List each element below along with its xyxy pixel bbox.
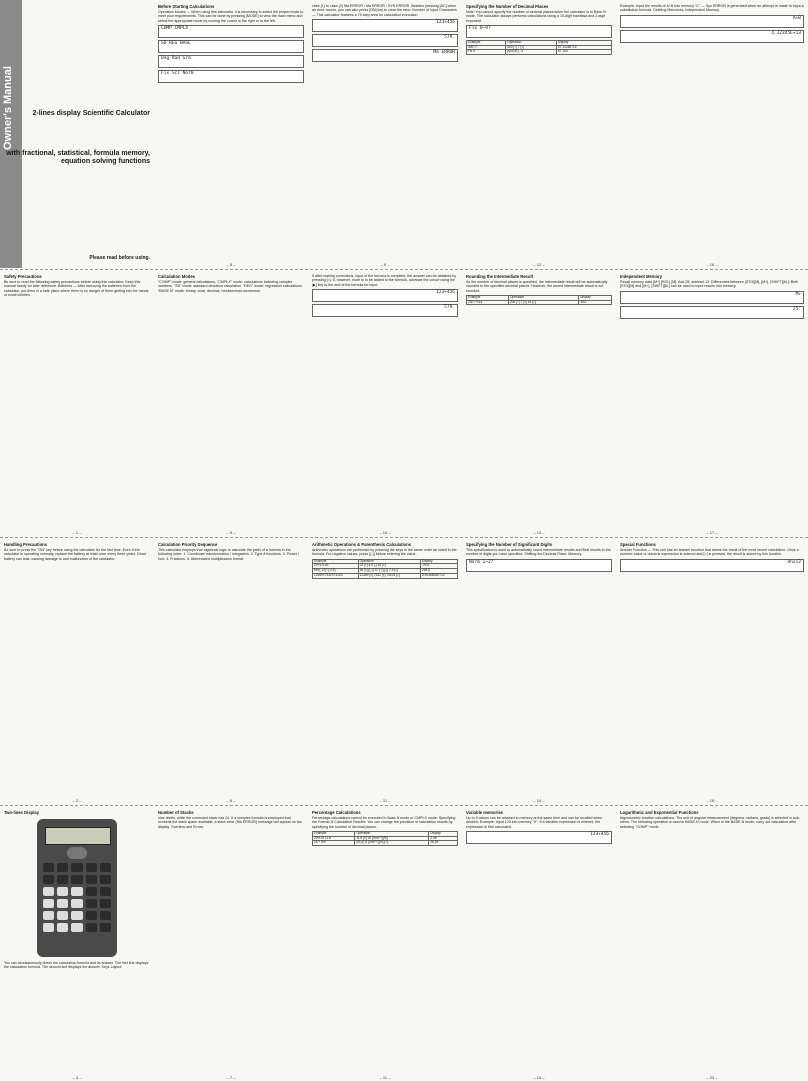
lcd-display: Norm 1~2? — [466, 559, 612, 572]
calculator-keys — [43, 863, 111, 932]
page-10 — [0, 538, 154, 804]
page-number: – 2 – — [72, 798, 82, 803]
lcd-display: Deg Rad Gra — [158, 55, 304, 68]
page-14 — [616, 538, 808, 804]
page-9 — [616, 270, 808, 536]
page-number: – 6 – — [226, 798, 236, 803]
page-number: – 23 – — [706, 1075, 718, 1080]
page-19 — [616, 806, 808, 1081]
calculator-illustration — [37, 819, 117, 957]
example-table: Example Operation Display 400÷7 400 [÷] 7 [=] 57.14285714 Fix 3 [MODE]...3 57.143 — [466, 40, 612, 55]
page-number: – 3 – — [72, 1075, 82, 1080]
page-heading: Number of Stacks — [158, 810, 194, 815]
page-heading: Two-lines Display — [4, 810, 40, 815]
cover-page — [0, 0, 154, 268]
page-7 — [308, 270, 462, 536]
page-number: – 5 – — [226, 530, 236, 535]
example-table: Example Operation Display 20% of 11.8 11.8 [×] 20 [SHIFT][%] 2.36 25 + 5% 25 [×] 5 [SHIFT][%] [+] 26.25 — [312, 831, 458, 846]
page-16 — [154, 806, 308, 1081]
example-table: Example Operation Display 23+4.5-53 23 [+] 4.5 [-] 53 [=] -25.5 56×(-12)÷(-2.5) 56 [×] [(-)] 12 [÷] [(-)] 2.5 [=] 268.8 12369×7532×74103 12369 [×] 7532 [×] 74103 [=] 6.9036806E+12 — [312, 559, 458, 579]
page-text: This calculator employs true algebraic logic to calculate the parts of a formula in the following order: 1. Coordinate transformation / integration. 2. Type A functions. 3. Power / root. 4. Fractions. 5. Abbreviated multiplication format. — [158, 548, 299, 561]
lcd-display: Fix 0~9? — [466, 25, 612, 38]
lcd-display: 123+456 — [466, 831, 612, 844]
page-2 — [308, 0, 462, 268]
row-2 — [0, 270, 808, 536]
lcd-display: SD REG BASE — [158, 40, 304, 53]
page-text: This specification is used to automatically round intermediate results and final results to the number of digits you have specified. Shifting the Decimal Place. Memory. — [466, 548, 611, 557]
page-8 — [462, 270, 616, 536]
page-number: – 14 – — [533, 798, 545, 803]
page-number: – 9 – — [380, 262, 390, 267]
page-13 — [462, 538, 616, 804]
page-text: Be sure to press the "ON" key before using the calculator for the first time. Even if the calculator is operating normally, replace the battery at least once every three years. Dead battery can leak, causing damage to and malfunction of the calculator. — [4, 548, 146, 561]
row-1 — [0, 0, 808, 268]
page-text: Arithmetic operations are performed by pressing the keys in the same order as noted in the formula. For negative values, press [(-)] before entering the value. — [312, 548, 457, 557]
lcd-display: 579. — [312, 304, 458, 317]
page-heading: Specifying the Number of Significant Digits — [466, 542, 553, 547]
lcd-display: 4.12345E+13 — [620, 30, 804, 43]
page-number: – 8 – — [226, 262, 236, 267]
page-12 — [308, 538, 462, 804]
page-18 — [462, 806, 616, 1081]
page-number: – 18 – — [706, 798, 718, 803]
page-number: – 15 – — [533, 1075, 545, 1080]
calculator-nav-pad — [67, 847, 87, 859]
page-heading: Handling Precautions — [4, 542, 48, 547]
cover-spine — [0, 0, 22, 268]
page-text: If after making corrections, input of the formula is complete, the answer can be obtained by pressing [=]. If, however, more is to be added to the formula, advance the cursor using the [▶] key to the end of the formula for input. — [312, 274, 457, 287]
lcd-display: A+B — [620, 15, 804, 28]
page-number: – 16 – — [706, 262, 718, 267]
page-text: "COMP" mode: general calculations. "CMPLX" mode: calculations including complex numbers. "SD" mode: standard deviation calculation. "REG" mode: regression calculations. "BASE-N" mode: binary, octal, decimal, hexadecimal conversion. — [158, 280, 303, 293]
cover-title: 2-lines display Scientific Calculator — [32, 110, 150, 117]
page-heading: Calculation Priority Sequence — [158, 542, 218, 547]
lcd-display: Ma ERROR — [312, 49, 458, 62]
lcd-display: 579. — [312, 34, 458, 47]
page-text: Up to 9 values can be retained in memory at the same time and can be recalled when desired. Example: Input 123 into memory "X". If a variable expression is entered, the expression is first calculated. — [466, 816, 603, 829]
row-4 — [0, 806, 808, 1081]
page-text: You can simultaneously check the calculation formula and its answer. The first line displays the calculation formula. The second line displays the answer. Keys Layout. — [4, 961, 149, 970]
cover-spine-text: Owner's Manual — [2, 66, 14, 150]
page-17 — [308, 806, 462, 1081]
cover-features: with fractional, statistical, formula memory, equation solving functions — [6, 150, 150, 165]
page-number: – 11 – — [379, 1075, 391, 1080]
page-heading: Variable memories — [466, 810, 504, 815]
page-heading: Logarithmic and Exponential Functions — [620, 810, 699, 815]
page-heading: Specifying the Number of Decimal Places — [466, 4, 549, 9]
page-text: Note: You cannot specify the number of decimal places when the calculator is in Base-N mode. The calculator always performs calculations using a 10-digit mantissa and 2-digit exponent. — [466, 10, 606, 23]
page-number: – 17 – — [706, 530, 718, 535]
calculator-screen — [45, 827, 111, 845]
page-text: trigonometric function calculations. The unit of angular measurement (degrees, radians, grads) is selected in sub-menu. The following operation is used in BASE-N mode. When in the BASE-N mode, carry out calculation after selecting "COMP" mode. — [620, 816, 800, 829]
page-number: – 10 – — [379, 530, 391, 535]
page-text: Example: Input the results of A+B into memory "C" — Syn ERROR is generated when an attempt is made to input a substitution formula. Deleting Memories; Independent Memory. — [620, 4, 804, 13]
page-1 — [154, 0, 308, 268]
page-3 — [462, 0, 616, 268]
page-heading: Independent Memory — [620, 274, 663, 279]
page-text: Percentage calculations cannot be executed in Base-N mode or CMPLX mode. Specifying the Format of Calculation Results: You can change the precision of calculation results by specifying the number of decimal places. — [312, 816, 456, 829]
page-text: Answer Function — This unit has an answer function that stores the result of the most recent calculation. Once a numeric value or numeric expression is entered and [=] is pressed, the result is stored by this function. — [620, 548, 799, 557]
page-5 — [0, 270, 154, 536]
page-4 — [616, 0, 808, 268]
example-table: Example Operation Display 200÷7×14 200 [÷] 7 [×] 14 [=] 400. — [466, 295, 612, 306]
page-heading: Calculation Modes — [158, 274, 195, 279]
lcd-display: 25. — [620, 306, 804, 319]
row-3 — [0, 538, 808, 804]
page-number: – 13 – — [533, 530, 545, 535]
page-heading: Safety Precautions — [4, 274, 42, 279]
page-heading: Rounding the Intermediate Result — [466, 274, 534, 279]
lcd-display: 123+456 — [312, 289, 458, 302]
page-text: Be sure to read the following safety precautions before using this calculator. Keep this manual handy for later reference. Batteries — After removing the batteries from the calculator, put them in a safe place where there is no danger of them getting into the hands of small children. — [4, 280, 149, 297]
page-11 — [154, 538, 308, 804]
page-number: – 11 – — [379, 798, 391, 803]
page-number: – 1 – — [72, 530, 82, 535]
lcd-display: COMP CMPLX — [158, 25, 304, 38]
page-heading: Special Functions — [620, 542, 656, 547]
page-text: case (1) to case (3) Ma ERROR / Ma ERROR / SYN ERROR. Besides pressing [AC] when an error occurs, you can also press [ON] key to clear the error. Number of Input Characters — This calculator features a 79-step area for calculation execution. — [312, 4, 457, 17]
lcd-display: Ans×2 — [620, 559, 804, 572]
page-heading: Arithmetic Operations & Parenthesis Calculations — [312, 542, 412, 547]
page-number: – 12 – — [533, 262, 545, 267]
lcd-display: 123+456 — [312, 19, 458, 32]
page-text: Operation Modes — When using this calculator, it is necessary to select the proper mode to meet your requirements. This can be done by pressing [MODE] to view the main menu and select the appropriate mode by moving the cursor to the right or to the left. — [158, 10, 304, 23]
page-text: nine levels, while the command stack has 24. If a complex formula is employed that exceeds the stack space available, a stack error (Stk ERROR) message will appear on the display. Overflow and Errors. — [158, 816, 302, 829]
lcd-display: Fix Sci Norm — [158, 70, 304, 83]
page-6 — [154, 270, 308, 536]
page-heading: Before Starting Calculations — [158, 4, 215, 9]
page-text: As the number of decimal places is specified, the intermediate result will be automatically rounded to the specified decimal places. However, the stored intermediate result is not rounded. — [466, 280, 608, 293]
page-number: – 7 – — [226, 1075, 236, 1080]
page-heading: Percentage Calculations — [312, 810, 361, 815]
lcd-display: M+ — [620, 291, 804, 304]
page-text: Recall memory data [M+] [RCL] [M]. Add 25, subtract 12. Differences between [STO][M], [M+], [SHIFT][M-]: Both [STO][M] and [M+], [SHIFT][M-] can be used to input results into memory. — [620, 280, 799, 289]
cover-footer: Please read before using. — [89, 255, 150, 261]
page-15 — [0, 806, 154, 1081]
